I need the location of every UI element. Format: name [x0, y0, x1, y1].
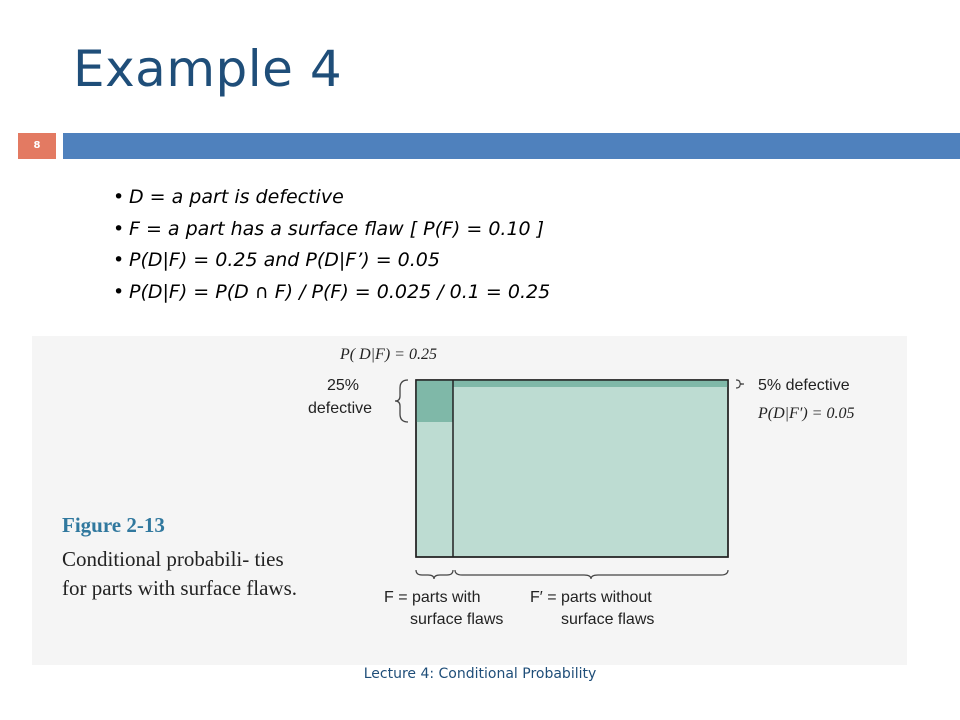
fprime-label: F′ = parts without — [530, 589, 652, 606]
defective-label: defective — [308, 400, 373, 417]
pct-25-label: 25% — [327, 377, 360, 394]
left-brace-icon — [395, 380, 408, 422]
bullet-text: P(D|F) = 0.25 and P(D|F’) = 0.05 — [129, 249, 440, 271]
f-label: F = parts with — [384, 589, 481, 606]
slide-footer: Lecture 4: Conditional Probability — [363, 666, 597, 682]
fprime-label-line2: surface flaws — [561, 611, 655, 628]
right-small-brace-icon — [736, 380, 744, 388]
slide-number: 8 — [18, 133, 56, 159]
p-d-given-f-label: P( D|F) = 0.25 — [340, 346, 437, 363]
fprime-defective-strip — [453, 380, 728, 387]
fprime-bottom-brace-icon — [455, 570, 728, 579]
bullet-icon: • — [113, 217, 125, 240]
figure-caption-title: Figure 2-13 — [62, 513, 165, 537]
slide-title: Example 4 — [73, 40, 343, 98]
figure-caption-text: Conditional probabili- ties for parts with surface flaws. — [62, 547, 297, 600]
f-label-line2: surface flaws — [410, 611, 504, 628]
f-bottom-brace-icon — [416, 570, 453, 579]
bullet-icon: • — [113, 186, 125, 208]
p-d-given-fprime-label: P(D|F′) = 0.05 — [758, 405, 855, 422]
bullet-text: F = a part has a surface flaw [ P(F) = 0.10 ] — [129, 217, 545, 240]
bullet-text: D = a part is defective — [129, 186, 344, 208]
pct-5-defective-label: 5% defective — [758, 377, 850, 394]
bullet-text: P(D|F) = P(D ∩ F) / P(F) = 0.025 / 0.1 = 0.25 — [129, 280, 551, 303]
f-defective-block — [416, 380, 453, 422]
outcome-space-rect — [416, 380, 728, 557]
bullet-icon: • — [113, 280, 125, 303]
bullet-icon: • — [113, 249, 125, 271]
